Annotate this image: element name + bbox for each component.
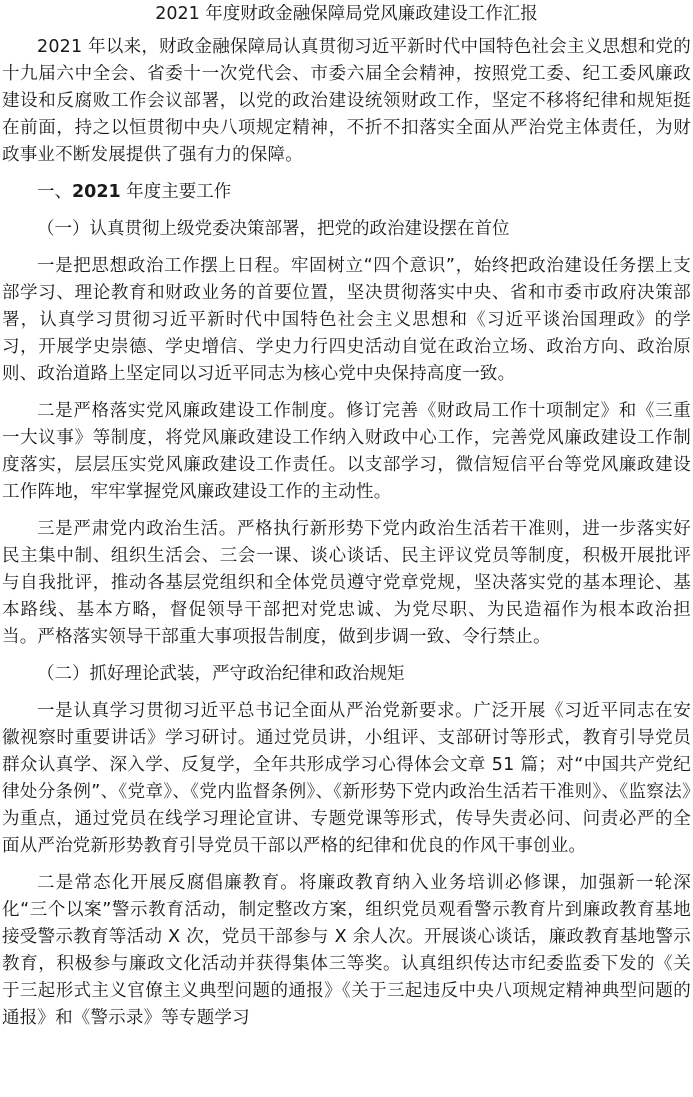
intro-paragraph: 2021 年以来，财政金融保障局认真贯彻习近平新时代中国特色社会主义思想和党的十九届六中全会、省委十一次党代会、市委六届全会精神，按照党工委、纪工委风廉政建设和反腐败工作会议部署，以党的政治建设统领财政工作，坚定不移将纪律和规矩挺在前面，持之以恒贯彻中央八项规定精神，不折不扣落实全面从严治党主体责任，为财政事业不断发展提供了强有力的保障。 bbox=[2, 37, 691, 165]
paragraph-1-1: 一是把思想政治工作摆上日程。牢固树立“四个意识”，始终把政治建设任务摆上支部学习、理论教育和财政业务的首要位置，坚决贯彻落实中央、省和市委市政府决策部署，认真学习贯彻习近平新时代中国特色社会主义思想和《习近平谈治国理政》的学习，开展学史崇德、学史增信、学史力行四史活动自觉在政治立场、政治方向、政治原则、政治道路上坚定同以习近平同志为核心党中央保持高度一致。 bbox=[2, 256, 691, 384]
subsection-heading-2: （二）抓好理论武装，严守政治纪律和政治规矩 bbox=[37, 664, 405, 684]
paragraph-1-3: 三是严肃党内政治生活。严格执行新形势下党内政治生活若干准则，进一步落实好民主集中制、组织生活会、三会一课、谈心谈话、民主评议党员等制度，积极开展批评与自我批评，推动各基层党组织和全体党员遵守党章党规，坚决落实党的基本理论、基本路线、基本方略，督促领导干部把对党忠诚、为党尽职、为民造福作为根本政治担当。严格落实领导干部重大事项报告制度，做到步调一致、令行禁止。 bbox=[2, 519, 691, 647]
document-title: 2021 年度财政金融保障局党风廉政建设工作汇报 bbox=[155, 4, 538, 24]
section-heading-1 bbox=[2, 179, 691, 206]
paragraph-1-2: 二是严格落实党风廉政建设工作制度。修订完善《财政局工作十项制定》和《三重一大议事》等制度，将党风廉政建设工作纳入财政中心工作，完善党风廉政建设工作制度落实，层层压实党风廉政建设工作责任。以支部学习，微信短信平台等党风廉政建设工作阵地，牢牢掌握党风廉政建设工作的主动性。 bbox=[2, 401, 691, 502]
section-suffix: 年度主要工作 bbox=[120, 182, 232, 202]
section-year: 2021 bbox=[72, 182, 121, 202]
paragraph-2-1: 一是认真学习贯彻习近平总书记全面从严治党新要求。广泛开展《习近平同志在安徽视察时重要讲话》学习研讨。通过党员讲，小组评、支部研讨等形式，教育引导党员群众认真学、深入学、反复学，全年共形成学习心得体会文章 51 篇；对“中国共产党纪律处分条例”、《党章》、《党内监督条例》、《新形势下党内政治生活若干准则》、《监察法》为重点，通过党员在线学习理论宣讲、专题党课等形式，传导失责必问、问责必严的全面从严治党新形势教育引导党员干部以严格的纪律和优良的作风干事创业。 bbox=[2, 701, 691, 856]
document-body bbox=[2, 2, 691, 1032]
section-prefix: 一、 bbox=[37, 182, 72, 202]
paragraph-2-2: 二是常态化开展反腐倡廉教育。将廉政教育纳入业务培训必修课，加强新一轮深化“三个以案”警示教育活动，制定整改方案，组织党员观看警示教育片到廉政教育基地接受警示教育等活动 X 次，党员干部参与 X 余人次。开展谈心谈话，廉政教育基地警示教育，积极参与廉政文化活动并获得集体三等奖。认真组织传达市纪委监委下发的《关于三起形式主义官僚主义典型问题的通报》《关于三起违反中央八项规定精神典型问题的通报》和《警示录》等专题学习 bbox=[2, 873, 691, 1028]
subsection-heading-1: （一）认真贯彻上级党委决策部署，把党的政治建设摆在首位 bbox=[37, 219, 510, 239]
